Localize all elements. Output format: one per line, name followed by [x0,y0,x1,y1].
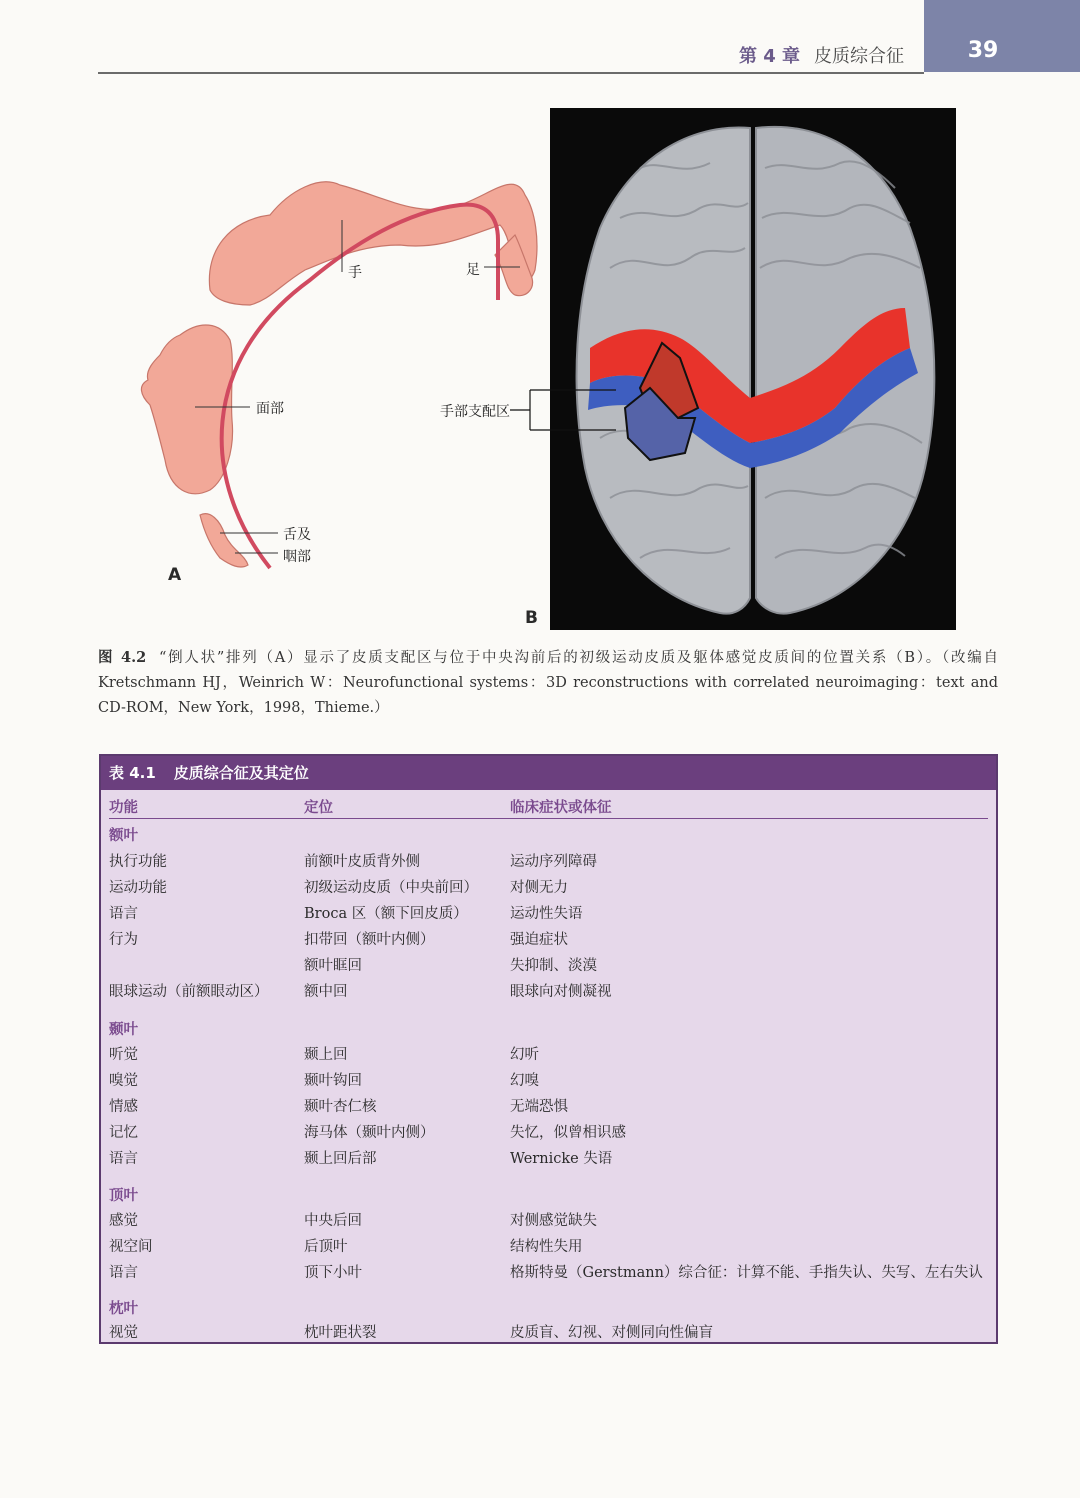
label-foot: 足 [466,262,480,278]
column-header-symptoms: 临床症状或体征 [510,800,612,816]
label-tongue: 舌及 [283,527,311,543]
running-header [739,42,904,68]
table-row [101,901,996,927]
caption-figure-number: 图 4.2 [98,649,147,666]
cell-location: 顶下小叶 [304,1265,362,1281]
cell-symptom: 运动性失语 [510,906,583,922]
cell-function: 运动功能 [109,880,167,896]
cell-function: 视觉 [109,1325,138,1341]
cell-symptom: 皮质盲、幻视、对侧同向性偏盲 [510,1325,713,1341]
cell-function: 嗅觉 [109,1073,138,1089]
header-rule [98,72,924,74]
section-label: 枕叶 [109,1301,138,1317]
table-title: 皮质综合征及其定位 [173,764,309,782]
hand-area-bracket [508,388,618,432]
cell-function: 执行功能 [109,854,167,870]
table-row [101,1296,996,1322]
cell-location: 颞叶钩回 [304,1073,362,1089]
homunculus-illustration [120,160,560,590]
column-header-function: 功能 [109,800,138,816]
cell-function: 听觉 [109,1047,138,1063]
caption-text: “倒人状”排列（A）显示了皮质支配区与位于中央沟前后的初级运动皮质及躯体感觉皮质间的位置关系（B）。（改编自 Kretschmann HJ，Weinrich W：Neurofunctional systems：3D reconstructions with correlated neuroimaging：text and CD-ROM，New York，1998，Thieme.） [98,650,999,716]
page-number: 39 [967,38,999,63]
chapter-title: 皮质综合征 [814,46,904,67]
table-row [101,953,996,979]
cell-location: 中央后回 [304,1213,362,1229]
cell-location: 枕叶距状裂 [304,1325,377,1341]
section-label: 顶叶 [109,1188,138,1204]
table-row [101,1120,996,1146]
section-label: 额叶 [109,828,138,844]
table-row [101,1017,996,1043]
cell-function: 语言 [109,1151,138,1167]
cell-location: 额叶眶回 [304,958,362,974]
panel-label-b: B [525,608,538,628]
cell-function: 记忆 [109,1125,138,1141]
table-row [101,1094,996,1120]
table-row [101,1260,996,1286]
hand-arm-shape [209,182,537,305]
table-row [101,927,996,953]
brain-3d-render [550,108,956,630]
table-number: 表 4.1 [109,764,156,782]
cell-symptom: 眼球向对侧凝视 [510,984,612,1000]
cell-function: 眼球运动（前额眼动区） [109,984,269,1000]
table-row [101,1208,996,1234]
chapter-number: 第 4 章 [738,46,800,67]
cell-function: 语言 [109,1265,138,1281]
table-row [101,875,996,901]
cell-symptom: 无端恐惧 [510,1099,568,1115]
table-row [101,1320,996,1346]
cell-location: 后顶叶 [304,1239,348,1255]
label-pharynx: 咽部 [283,549,311,565]
table-row [101,1042,996,1068]
table-row [101,823,996,849]
cell-location: 初级运动皮质（中央前回） [304,880,478,896]
table-title-bar [101,756,996,790]
label-face: 面部 [256,401,284,417]
cell-symptom: 对侧无力 [510,880,568,896]
figure-caption [98,645,998,721]
column-header-rule [109,818,988,819]
panel-label-a: A [168,565,182,585]
cell-symptom: 幻嗅 [510,1073,539,1089]
cell-symptom: 运动序列障碍 [510,854,597,870]
cell-symptom: 对侧感觉缺失 [510,1213,597,1229]
cell-symptom: 强迫症状 [510,932,568,948]
cell-symptom: 结构性失用 [510,1239,583,1255]
table-row [101,1234,996,1260]
cell-location: 扣带回（额叶内侧） [304,932,435,948]
cell-symptom: 失抑制、淡漠 [510,958,597,974]
cell-location: Broca 区（额下回皮质） [304,906,468,922]
section-label: 颞叶 [109,1022,138,1038]
cell-symptom: 失忆，似曾相识感 [510,1125,626,1141]
cell-location: 海马体（颞叶内侧） [304,1125,435,1141]
label-hand-area: 手部支配区 [440,404,510,420]
cell-location: 额中回 [304,984,348,1000]
cell-function: 情感 [109,1099,138,1115]
cell-location: 颞上回 [304,1047,348,1063]
cell-function: 语言 [109,906,138,922]
face-shape [141,325,232,494]
cell-symptom: 格斯特曼（Gerstmann）综合征：计算不能、手指失认、失写、左右失认 [510,1265,983,1281]
cell-symptom: 幻听 [510,1047,539,1063]
cell-function: 行为 [109,932,138,948]
cell-location: 前额叶皮质背外侧 [304,854,420,870]
cell-function: 感觉 [109,1213,138,1229]
table-row [101,849,996,875]
label-hand: 手 [348,265,362,281]
syndrome-table [99,754,998,1344]
cell-location: 颞叶杏仁核 [304,1099,377,1115]
table-row [101,979,996,1005]
cell-function: 视空间 [109,1239,153,1255]
cell-symptom: Wernicke 失语 [510,1151,613,1167]
table-row [101,1068,996,1094]
column-header-location: 定位 [304,800,333,816]
cell-location: 颞上回后部 [304,1151,377,1167]
table-row [101,1146,996,1172]
table-row [101,1183,996,1209]
